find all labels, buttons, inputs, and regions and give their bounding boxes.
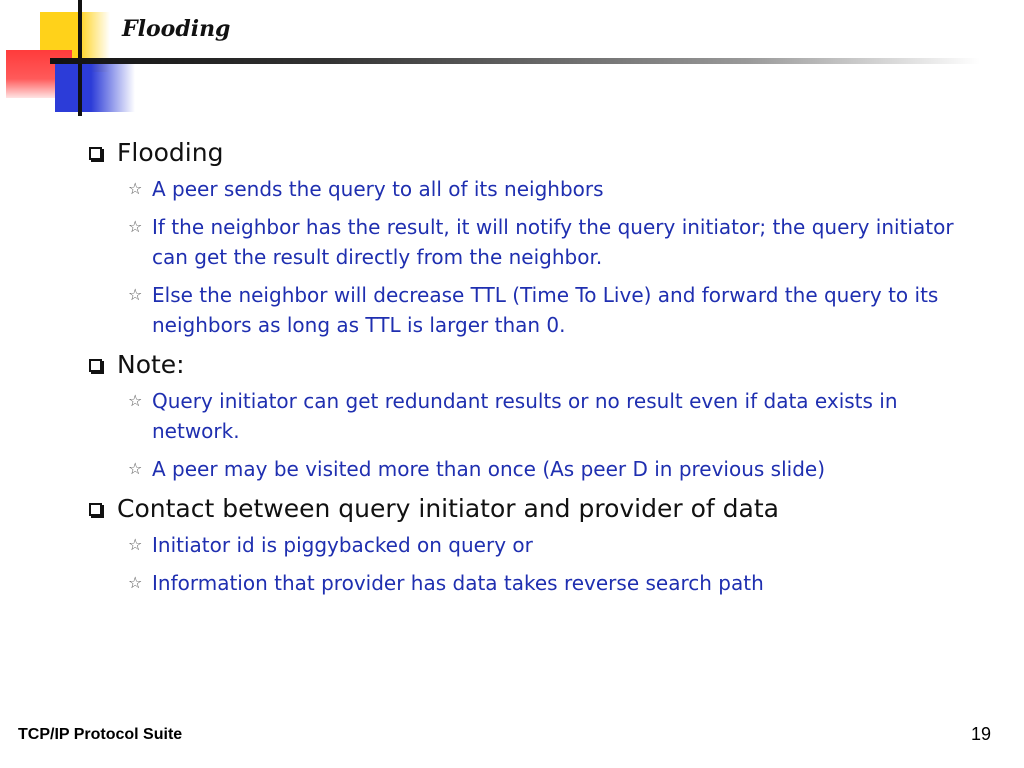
slide-content [88, 136, 968, 606]
list-item: ☆ Query initiator can get redundant results or no result even if data exists in network. [128, 386, 968, 446]
section-note [88, 348, 968, 484]
bullet-list [128, 530, 968, 598]
star-icon: ☆ [128, 459, 143, 478]
slide-title: Flooding [122, 16, 231, 42]
bullet-list [128, 174, 968, 340]
section-heading: Contact between query initiator and provider of data [117, 494, 779, 523]
square-bullet-icon [88, 141, 102, 165]
star-icon: ☆ [128, 179, 143, 198]
square-bullet-icon [88, 353, 102, 377]
list-item: ☆ Information that provider has data takes reverse search path [128, 568, 968, 598]
square-bullet-icon [88, 497, 102, 521]
star-icon: ☆ [128, 285, 143, 304]
star-icon: ☆ [128, 535, 143, 554]
bullet-list [128, 386, 968, 484]
section-flooding [88, 136, 968, 340]
star-icon: ☆ [128, 573, 143, 592]
list-item: ☆ Else the neighbor will decrease TTL (Time To Live) and forward the query to its neighbors as long as TTL is larger than 0. [128, 280, 968, 340]
page-number: 19 [970, 724, 991, 744]
star-icon: ☆ [128, 217, 143, 236]
star-icon: ☆ [128, 391, 143, 410]
section-heading: Flooding [117, 138, 224, 167]
footer-text: TCP/IP Protocol Suite [18, 726, 183, 743]
section-contact [88, 492, 968, 598]
section-heading: Note: [117, 350, 185, 379]
list-item: ☆ A peer may be visited more than once (As peer D in previous slide) [128, 454, 968, 484]
list-item: ☆ If the neighbor has the result, it will notify the query initiator; the query initiator can get the result directly from the neighbor. [128, 212, 968, 272]
list-item: ☆ Initiator id is piggybacked on query or [128, 530, 968, 560]
list-item: ☆ A peer sends the query to all of its neighbors [128, 174, 968, 204]
decor-horizontal-line [50, 58, 980, 64]
decor-blue-block [55, 62, 135, 112]
